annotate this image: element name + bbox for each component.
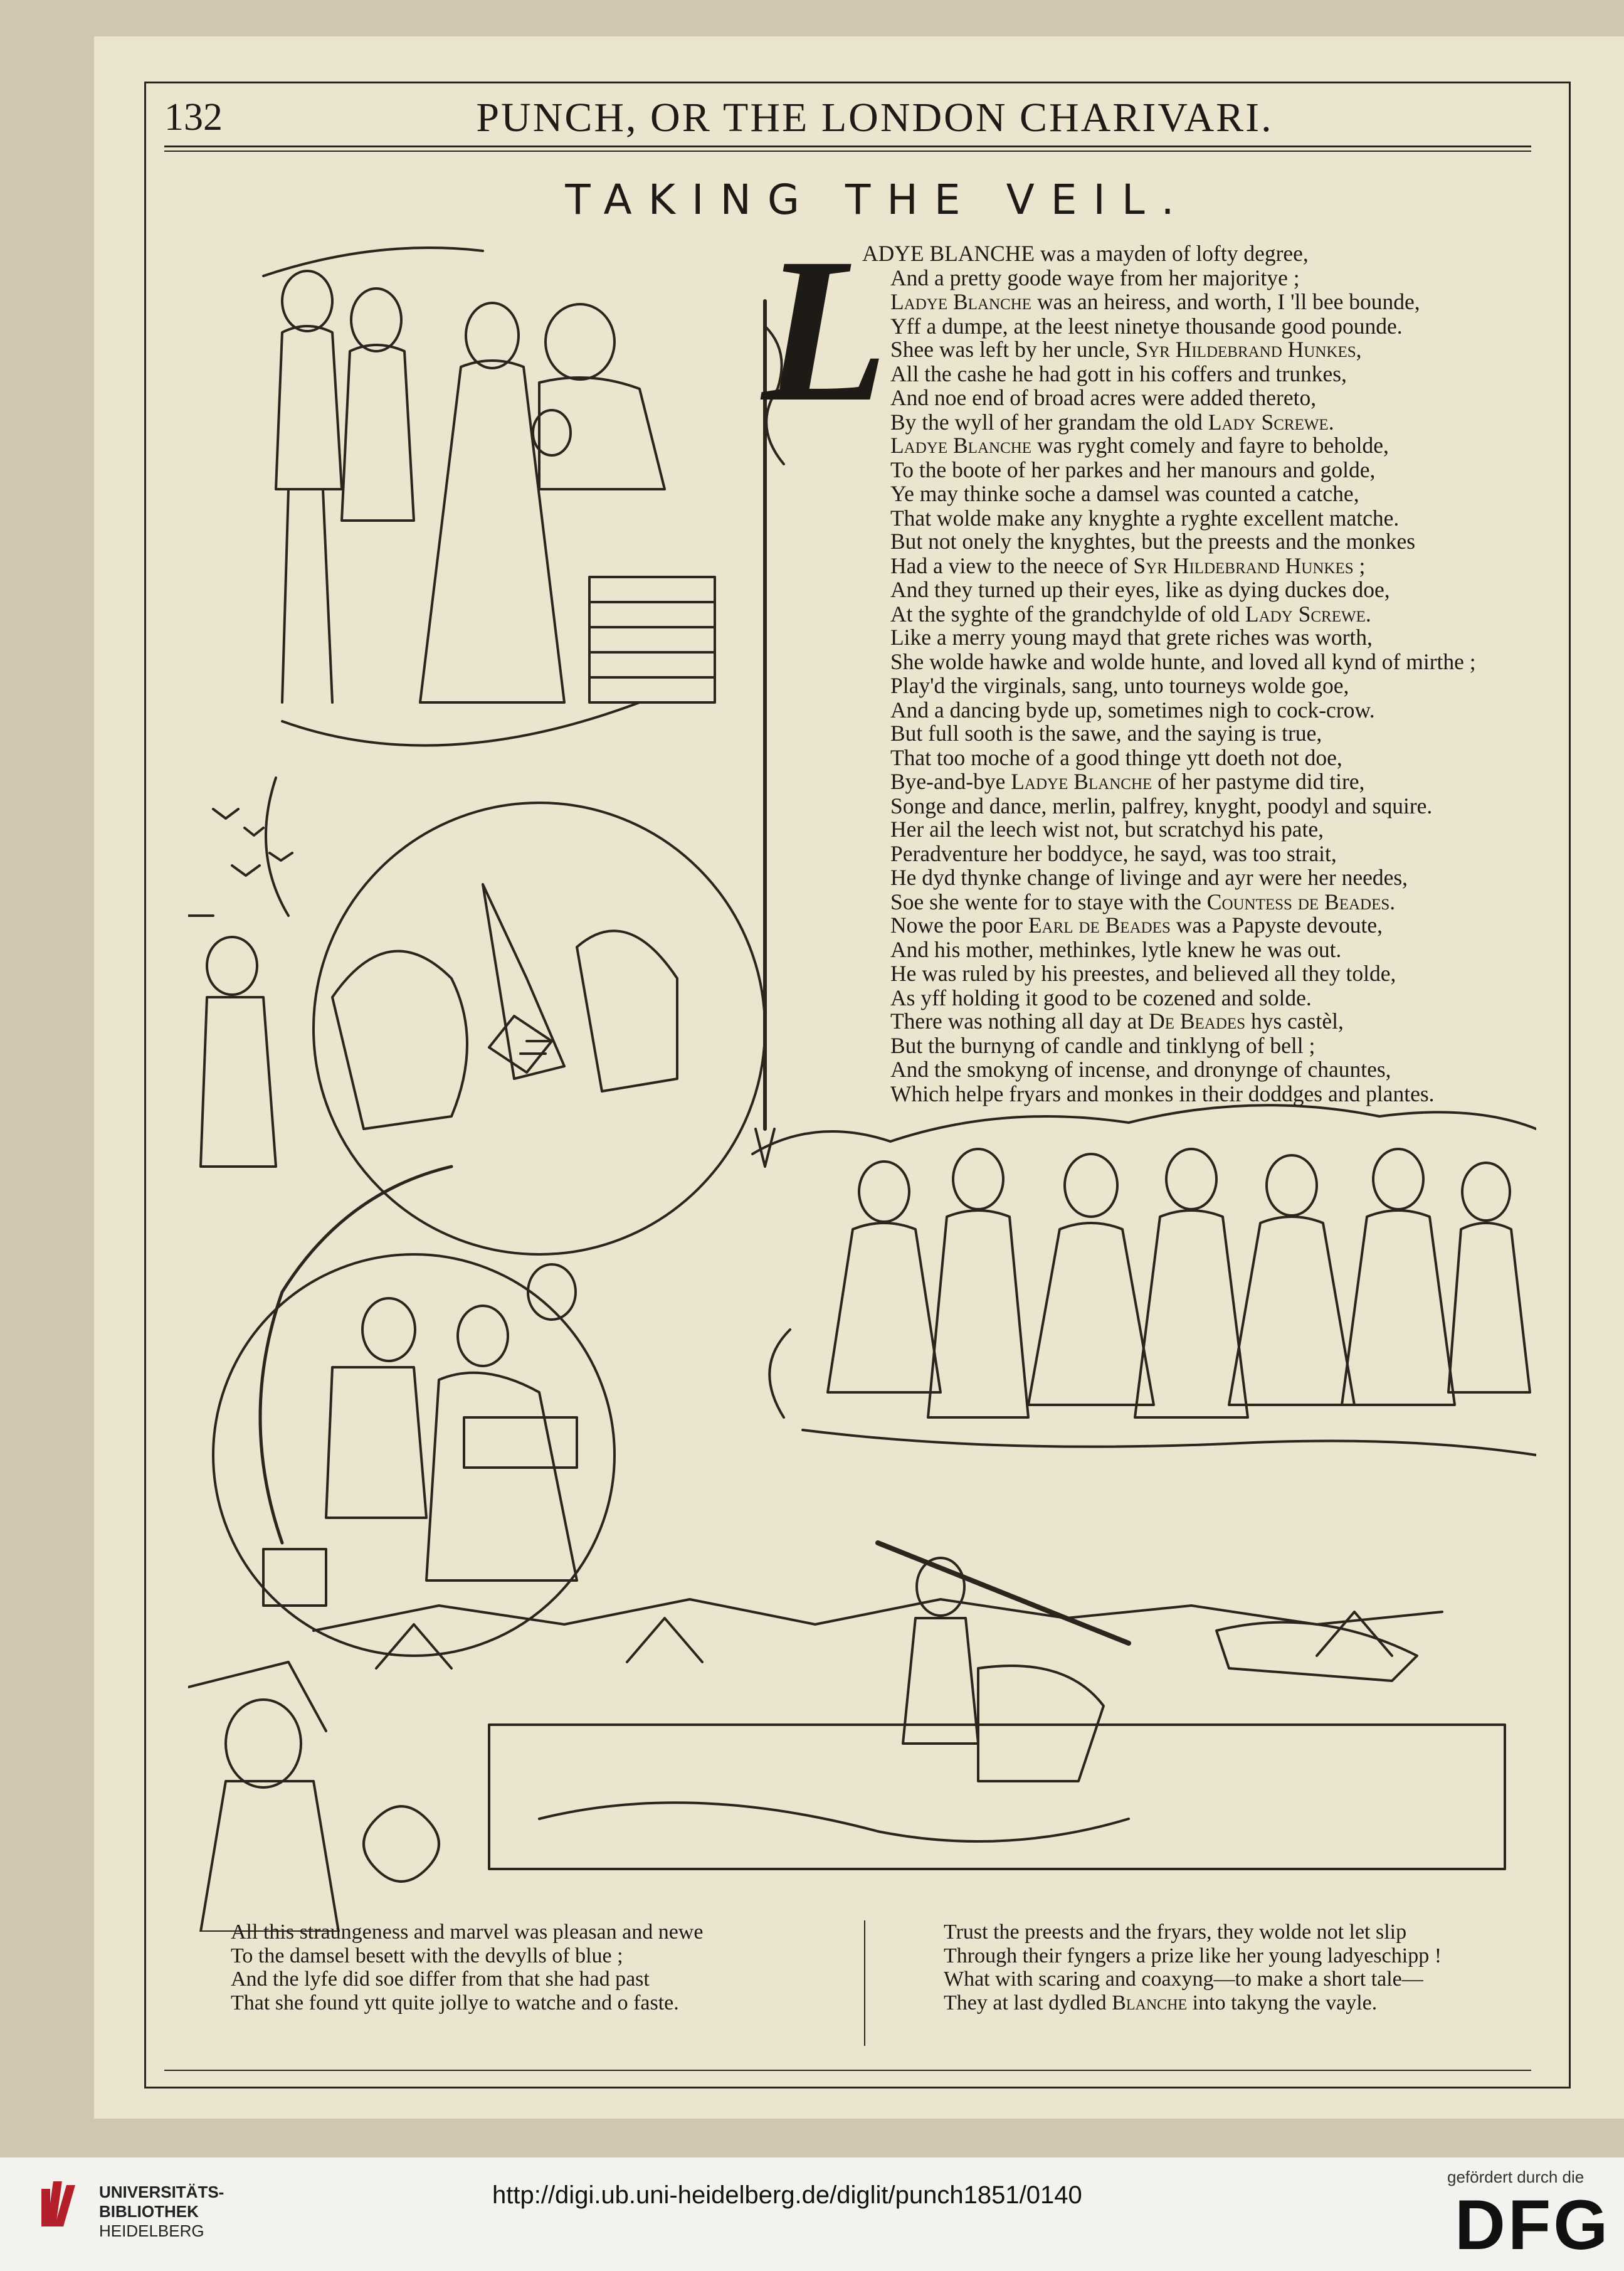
- verse-text: All this straungeness and marvel was pleasan and newe: [231, 1920, 704, 1944]
- poem-line: [890, 913, 1517, 938]
- verse-text: Had a view to the neece of: [890, 553, 1134, 578]
- verse-text: ;: [1353, 553, 1366, 578]
- verse-text: Like a merry young mayd that grete riches was worth,: [890, 625, 1373, 650]
- poem-line: [890, 794, 1517, 818]
- poem-line: [944, 1944, 1508, 1968]
- dfg-logo: DFG: [1455, 2186, 1611, 2264]
- verse-text: Yff a dumpe, at the leest ninetye thousande good pounde.: [890, 313, 1403, 339]
- verse-text: Play'd the virginals, sang, unto tourneys wolde goe,: [890, 673, 1349, 698]
- verse-text: Songe and dance, merlin, palfrey, knyght, poodyl and squire.: [890, 793, 1433, 818]
- verse-text: And his mother, methinkes, lytle knew he was out.: [890, 936, 1342, 962]
- poem-line: [890, 1034, 1517, 1058]
- verse-text: Soe she wente for to staye with the: [890, 889, 1207, 914]
- verse-text: Shee was left by her uncle,: [890, 337, 1136, 362]
- verse-text: And the smokyng of incense, and dronynge of chauntes,: [890, 1057, 1391, 1082]
- verse-text: But the burnyng of candle and tinklyng of bell ;: [890, 1032, 1316, 1058]
- verse-text: Nowe the poor: [890, 913, 1028, 938]
- poem-line: [890, 625, 1517, 650]
- poem-line: [890, 698, 1517, 723]
- poem-line: [231, 1967, 795, 1991]
- verse-text: To the damsel besett with the devylls of blue ;: [231, 1944, 623, 1967]
- poem-line: [890, 314, 1517, 339]
- stanza: [890, 529, 1517, 626]
- verse-text: That wolde make any knyghte a ryghte excellent matche.: [890, 505, 1400, 531]
- courtiers-vignette: [263, 248, 715, 746]
- verse-text: Peradventure her boddyce, he sayd, was too strait,: [890, 840, 1337, 866]
- poem-line: [890, 770, 1517, 794]
- stanza: [890, 433, 1517, 530]
- verse-text: hys castèl,: [1245, 1008, 1344, 1034]
- poem-line: [890, 290, 1517, 314]
- poem-line: [890, 458, 1517, 482]
- verse-text: By the wyll of her grandam the old: [890, 409, 1208, 435]
- university-library-name: [99, 2183, 224, 2241]
- poem-closing-left: [231, 1920, 795, 2014]
- verse-text: That too moche of a good thinge ytt doeth not doe,: [890, 744, 1342, 770]
- verse-text: As yff holding it good to be cozened and solde.: [890, 985, 1312, 1010]
- verse-text: And a dancing byde up, sometimes nigh to cock-crow.: [890, 697, 1375, 723]
- stanza: [890, 337, 1517, 434]
- verse-text: of her pastyme did tire,: [1152, 769, 1365, 794]
- verse-text: Through their fyngers a prize like her young ladyeschipp !: [944, 1944, 1442, 1967]
- small-caps-name: Syr Hildebrand Hunkes: [1133, 553, 1354, 578]
- stanza: [862, 241, 1517, 339]
- header-rule-top: [164, 146, 1531, 147]
- verse-text: That she found ytt quite jollye to watche and o faste.: [231, 1991, 679, 2014]
- verse-text: She wolde hawke and wolde hunte, and loved all kynd of mirthe ;: [890, 648, 1476, 674]
- poem-line: [231, 1944, 795, 1968]
- verse-text: And noe end of broad acres were added thereto,: [890, 385, 1317, 410]
- small-caps-name: Lady Screwe: [1245, 601, 1366, 627]
- running-title: PUNCH, OR THE LONDON CHARIVARI.: [476, 95, 1273, 140]
- verse-text: was ryght comely and fayre to beholde,: [1031, 433, 1389, 458]
- verse-text: ,: [1356, 337, 1362, 362]
- stanza: [890, 913, 1517, 1010]
- poem-line: [890, 986, 1517, 1010]
- page-number: 132: [164, 96, 223, 139]
- poem-line: [944, 1920, 1508, 1944]
- verse-text: To the boote of her parkes and her manours and golde,: [890, 457, 1376, 482]
- verse-text: And the lyfe did soe differ from that she had past: [231, 1967, 650, 1991]
- stanza: [890, 1009, 1517, 1106]
- poem-line: [231, 1920, 795, 1944]
- small-caps-name: Syr Hildebrand Hunkes: [1136, 337, 1356, 362]
- university-library-logo-icon: [38, 2176, 94, 2233]
- poem-closing-right: [944, 1920, 1508, 2014]
- article-title: TAKING THE VEIL.: [565, 176, 1191, 224]
- poem-line: [862, 241, 1517, 266]
- verse-text: Trust the preests and the fryars, they wolde not let slip: [944, 1920, 1407, 1944]
- poem-line: [890, 554, 1517, 578]
- stanza: [890, 817, 1517, 914]
- poem-line: [890, 1082, 1517, 1106]
- verse-text: was a Papyste devoute,: [1170, 913, 1383, 938]
- tournament-vignette: [188, 1543, 1505, 1932]
- poem-line: [944, 1991, 1508, 2015]
- poem-line: [231, 1991, 795, 2015]
- poem-line: [890, 506, 1517, 531]
- digitization-footer: [0, 2157, 1624, 2271]
- verse-text: .: [1389, 889, 1396, 914]
- verse-text: ADYE BLANCHE was a mayden of lofty degree,: [862, 241, 1309, 266]
- small-caps-name: Earl de Beades: [1028, 913, 1171, 938]
- poem-line: [944, 1967, 1508, 1991]
- poem-line: [890, 386, 1517, 410]
- poem-line: [890, 817, 1517, 842]
- verse-text: Which helpe fryars and monkes in their doddges and plantes.: [890, 1081, 1435, 1106]
- library-line: BIBLIOTHEK: [99, 2202, 199, 2221]
- poem-line: [890, 866, 1517, 890]
- poem-line: [890, 578, 1517, 602]
- verse-text: Ye may thinke soche a damsel was counted a catche,: [890, 481, 1359, 506]
- verse-text: All the cashe he had gott in his coffers and trunkes,: [890, 361, 1347, 386]
- small-caps-name: Ladye Blanche: [890, 289, 1032, 314]
- verse-text: was an heiress, and worth, I 'll bee bounde,: [1031, 289, 1420, 314]
- poem-line: [890, 650, 1517, 674]
- verse-text: At the syghte of the grandchylde of old: [890, 601, 1245, 627]
- poem-line: [890, 266, 1517, 290]
- poem-line: [890, 410, 1517, 435]
- funded-by-label: gefördert durch die: [1447, 2168, 1584, 2186]
- small-caps-name: De Beades: [1149, 1008, 1246, 1034]
- poem-line: [890, 1057, 1517, 1082]
- header-rule-bottom: [164, 151, 1531, 152]
- small-caps-name: Blanche: [1112, 1991, 1188, 2014]
- poem-line: [890, 842, 1517, 866]
- verse-text: But full sooth is the sawe, and the saying is true,: [890, 721, 1322, 746]
- small-caps-name: Countess de Beades: [1206, 889, 1390, 914]
- library-line: HEIDELBERG: [99, 2221, 204, 2240]
- poem-line: [890, 433, 1517, 458]
- poem-line: [890, 529, 1517, 554]
- stanza: [890, 721, 1517, 818]
- small-caps-name: Lady Screwe: [1208, 409, 1329, 435]
- column-divider: [864, 1920, 865, 2046]
- stanza: [890, 625, 1517, 722]
- permalink-url[interactable]: http://digi.ub.uni-heidelberg.de/diglit/punch1851/0140: [492, 2181, 1082, 2209]
- hawking-vignette: [188, 803, 765, 1254]
- verse-text: .: [1328, 409, 1334, 435]
- verse-text: What with scaring and coaxyng—to make a short tale—: [944, 1967, 1423, 1991]
- verse-text: And they turned up their eyes, like as dying duckes doe,: [890, 577, 1390, 602]
- poem-line: [890, 362, 1517, 386]
- verse-text: into takyng the vayle.: [1187, 1991, 1378, 2014]
- poem-line: [890, 1009, 1517, 1034]
- page-bottom-rule: [164, 2070, 1531, 2071]
- verse-text: Her ail the leech wist not, but scratchyd his pate,: [890, 817, 1324, 842]
- poem-line: [890, 337, 1517, 362]
- verse-text: He dyd thynke change of livinge and ayr were her needes,: [890, 865, 1408, 890]
- library-line: UNIVERSITÄTS-: [99, 2183, 224, 2201]
- small-caps-name: Ladye Blanche: [1011, 769, 1152, 794]
- poem-line: [890, 721, 1517, 746]
- poem-line: [890, 602, 1517, 627]
- poem-line: [890, 746, 1517, 770]
- poem-line: [890, 938, 1517, 962]
- verse-text: Bye-and-bye: [890, 769, 1011, 794]
- verse-text: .: [1365, 601, 1371, 627]
- verse-text: He was ruled by his preestes, and believed all they tolde,: [890, 961, 1396, 986]
- dancing-vignette: [752, 1105, 1536, 1455]
- small-caps-name: Ladye Blanche: [890, 433, 1032, 458]
- verse-text: And a pretty goode waye from her majoritye ;: [890, 265, 1300, 290]
- verse-text: They at last dydled: [944, 1991, 1112, 2014]
- poem-line: [890, 890, 1517, 914]
- drop-initial: L: [762, 216, 888, 445]
- poem-line: [890, 482, 1517, 506]
- poem-line: [890, 961, 1517, 986]
- verse-text: There was nothing all day at: [890, 1008, 1149, 1034]
- verse-text: But not onely the knyghtes, but the preests and the monkes: [890, 529, 1416, 554]
- poem-line: [890, 674, 1517, 698]
